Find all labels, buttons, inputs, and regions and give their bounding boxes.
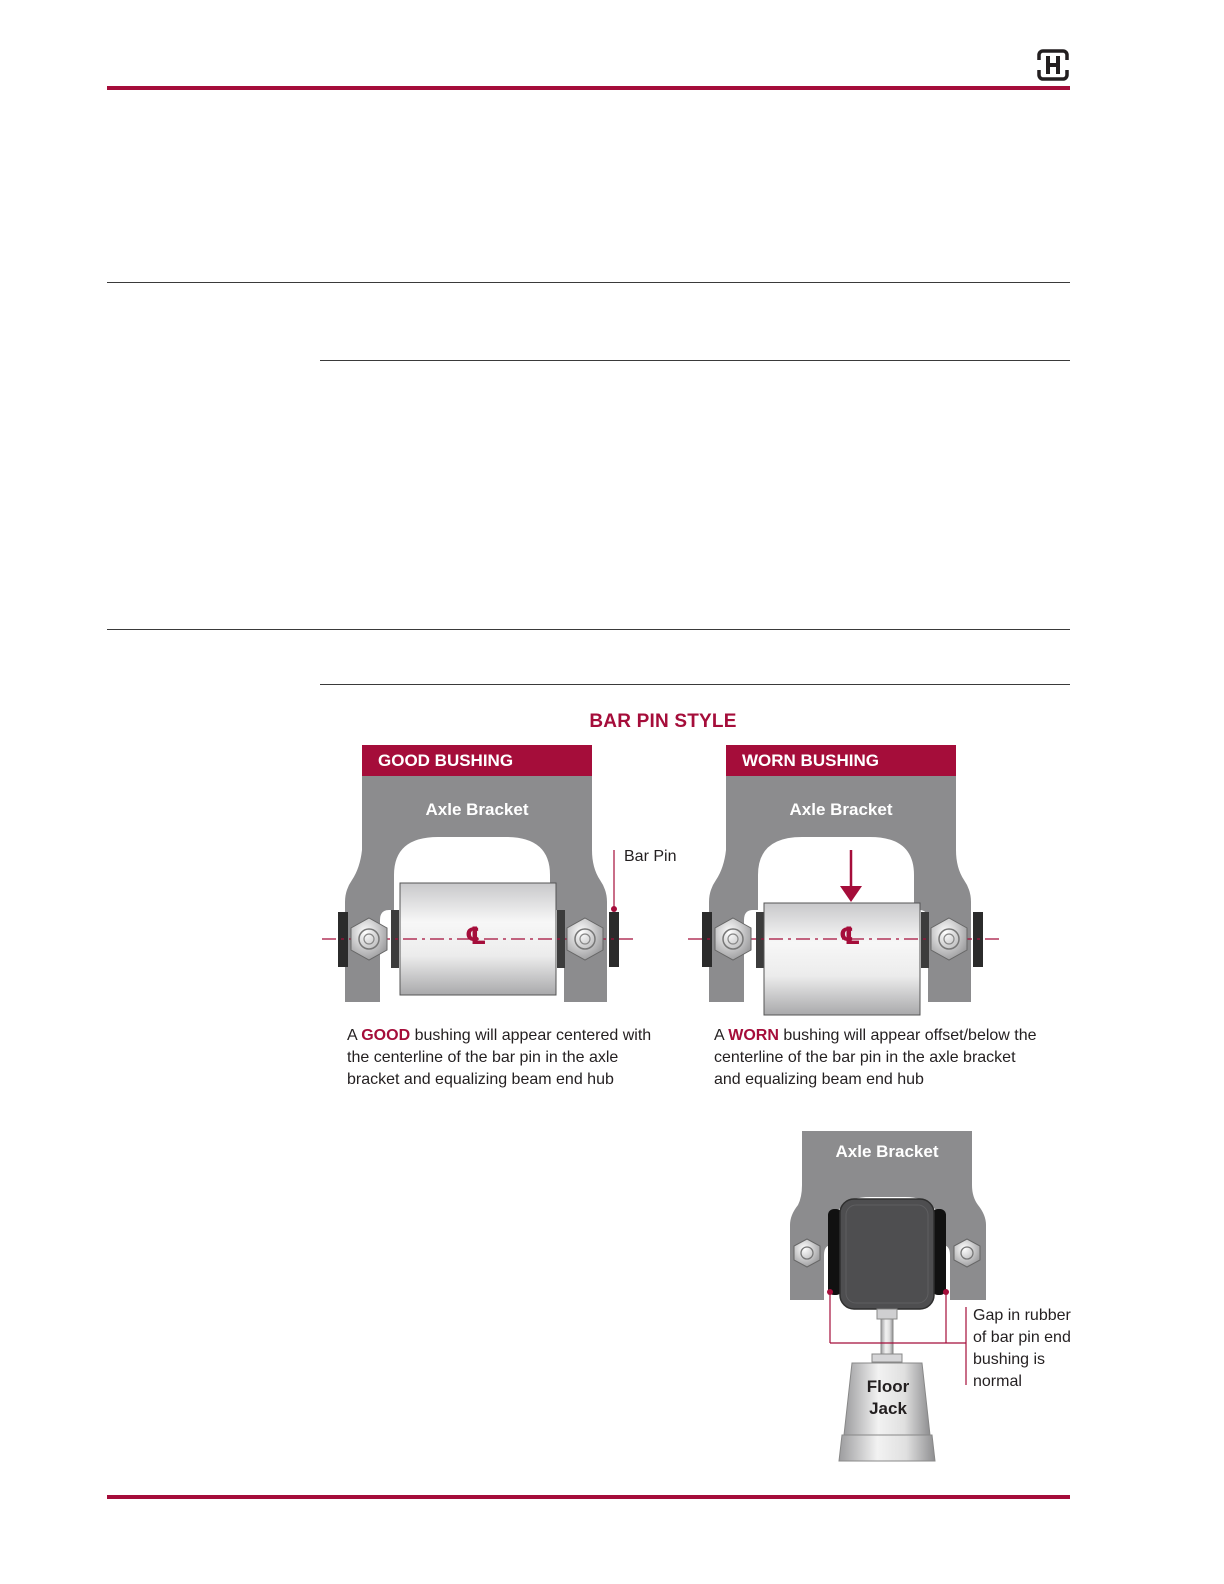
worn-bushing-diagram — [686, 740, 1016, 1030]
header-rule — [107, 86, 1070, 90]
footer-rule — [107, 1495, 1070, 1499]
section-divider — [107, 282, 1070, 283]
jack-saddle — [877, 1309, 897, 1319]
jack-bushing — [840, 1199, 934, 1309]
worn-axle-bracket-label: Axle Bracket — [789, 800, 893, 819]
worn-caption-line2: centerline of the bar pin in the axle bracket — [714, 1049, 1016, 1066]
gap-dot-left — [827, 1289, 833, 1295]
good-caption-rest: bushing will appear centered with — [410, 1027, 652, 1044]
diagram-title: BAR PIN STYLE — [589, 711, 737, 732]
good-bushing-diagram — [320, 740, 650, 1020]
good-centerline-symbol: ℄ — [465, 923, 487, 950]
gap-callout-line2: of bar pin end — [973, 1329, 1071, 1346]
worn-caption-prefix: A — [714, 1027, 729, 1044]
good-axle-bracket-label: Axle Bracket — [425, 800, 529, 819]
worn-caption-rest: bushing will appear offset/below the — [778, 1027, 1037, 1044]
good-caption — [347, 1025, 657, 1091]
bar-pin-label: Bar Pin — [624, 848, 677, 865]
good-caption-key: GOOD — [361, 1027, 411, 1044]
jack-collar — [872, 1354, 902, 1362]
worn-bushing-tab: WORN BUSHING — [726, 745, 956, 776]
gap-callout — [973, 1305, 1083, 1393]
gap-callout-line4: normal — [973, 1373, 1022, 1390]
good-caption-line2: the centerline of the bar pin in the axle — [347, 1049, 619, 1066]
worn-caption — [714, 1025, 1044, 1091]
hendrickson-h-logo-icon — [1036, 48, 1070, 82]
gap-callout-line3: bushing is — [973, 1351, 1046, 1368]
floor-jack-label — [848, 1376, 928, 1420]
worn-caption-line3: and equalizing beam end hub — [714, 1071, 924, 1088]
bar-pin-leader-dot — [611, 906, 617, 912]
section-divider — [107, 629, 1070, 630]
good-bushing-tab: GOOD BUSHING — [362, 745, 592, 776]
gap-callout-line1: Gap in rubber — [973, 1307, 1071, 1324]
floor-jack-label-line2: Jack — [869, 1399, 907, 1418]
offset-arrow-icon — [840, 850, 862, 902]
worn-caption-key: WORN — [728, 1027, 779, 1044]
worn-bushing — [764, 903, 920, 1015]
subsection-divider — [320, 360, 1070, 361]
worn-centerline-symbol: ℄ — [839, 923, 861, 950]
worn-rubber-left — [756, 912, 764, 968]
good-caption-line3: bracket and equalizing beam end hub — [347, 1071, 614, 1088]
subsection-divider — [320, 684, 1070, 685]
floor-jack-label-line1: Floor — [866, 1377, 910, 1396]
jack-base — [839, 1435, 935, 1461]
gap-dot-right — [943, 1289, 949, 1295]
worn-rubber-right — [921, 912, 929, 968]
jack-ram — [881, 1319, 893, 1355]
good-caption-prefix: A — [347, 1027, 362, 1044]
jack-axle-bracket-label: Axle Bracket — [835, 1142, 939, 1161]
